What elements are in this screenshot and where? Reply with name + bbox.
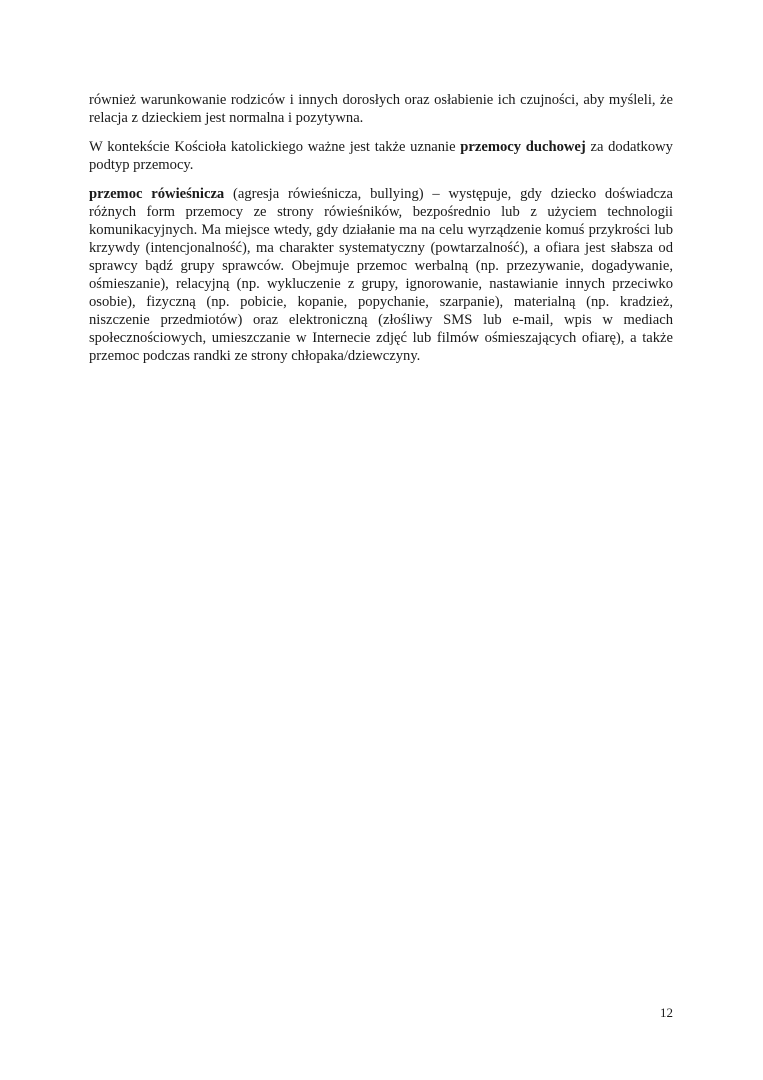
bold-term-peer-violence: przemoc rówieśnicza [89,186,225,202]
peer-violence-definition: (agresja rówieśnicza, bullying) – występuje, gdy dziecko doświadcza różnych form przemocy ze strony rówieśników, bezpośrednio lub z użyciem technologii komunikacyjnych. Ma miejsce wtedy, gdy działanie ma na celu wyrządzenie komuś przykrości lub krzywdy (intencjonalność), ma charakter systematyczny (powtarzalność), a ofiara jest słabsza od sprawcy bądź grupy sprawców. Obejmuje przemoc werbalną (np. przezywanie, dogadywanie, ośmieszanie), relacyjną (np. wykluczenie z grupy, ignorowanie, nastawianie innych przeciwko osobie), fizyczną (np. pobicie, kopanie, popychanie, szarpanie), materialną (np. kradzież, niszczenie przedmiotów) oraz elektroniczną (złośliwy SMS lub e-mail, wpis w mediach społecznościowych, umieszczanie w Internecie zdjęć lub filmów ośmieszających ofiarę), a także przemoc podczas randki ze strony chłopaka/dziewczyny. [89,186,673,364]
page-body [89,91,673,376]
paragraph-peer-violence [89,185,673,365]
paragraph-continuation: również warunkowanie rodziców i innych dorosłych oraz osłabienie ich czujności, aby myśleli, że relacja z dzieckiem jest normalna i pozytywna. [89,92,673,126]
paragraph-text-before: W kontekście Kościoła katolickiego ważne jest także uznanie [89,139,461,155]
paragraph-text-after: za dodatkowy podtyp przemocy. [89,139,673,173]
bold-term-spiritual-abuse: przemocy duchowej [460,139,586,155]
paragraph-spiritual-abuse [89,138,673,174]
page-number: 12 [660,1005,673,1020]
